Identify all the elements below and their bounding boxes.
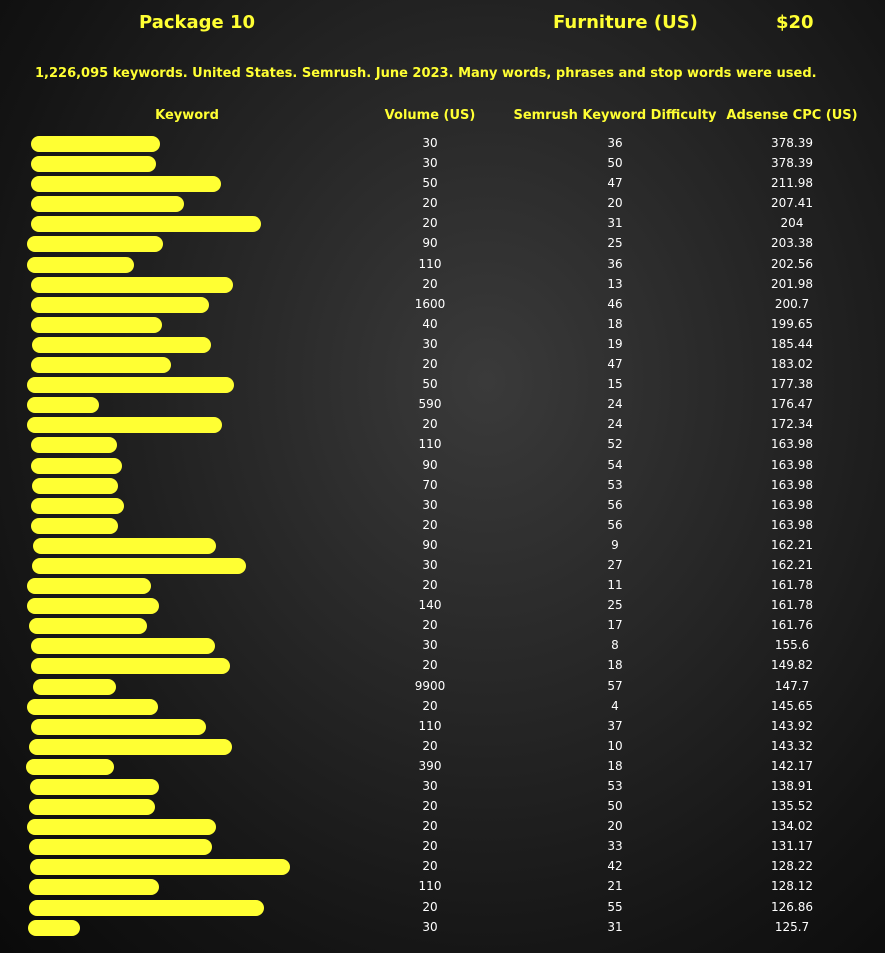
redacted-keyword-bar xyxy=(31,638,215,654)
redacted-keyword-bar xyxy=(27,257,134,273)
column-header-keyword: Keyword xyxy=(155,108,219,123)
volume-cell: 70 xyxy=(422,477,438,492)
cpc-cell: 142.17 xyxy=(771,758,813,773)
redacted-keyword-bar xyxy=(31,518,118,534)
difficulty-cell: 36 xyxy=(607,136,623,150)
redacted-keyword-bar xyxy=(27,699,158,715)
table-row xyxy=(0,836,885,856)
difficulty-cell: 56 xyxy=(607,517,623,532)
redacted-keyword-bar xyxy=(33,538,216,554)
cpc-cell: 183.02 xyxy=(771,357,813,372)
volume-cell: 50 xyxy=(422,377,438,392)
cpc-cell: 161.78 xyxy=(771,598,813,613)
redacted-keyword-bar xyxy=(27,397,99,413)
cpc-cell: 378.39 xyxy=(771,136,813,150)
redacted-keyword-bar xyxy=(27,819,216,835)
column-header-difficulty: Semrush Keyword Difficulty xyxy=(513,108,717,123)
difficulty-cell: 46 xyxy=(607,296,623,311)
table-row xyxy=(0,876,885,896)
volume-cell: 30 xyxy=(422,779,438,793)
cpc-cell: 177.38 xyxy=(771,377,813,392)
cpc-cell: 143.92 xyxy=(771,718,813,733)
volume-cell: 20 xyxy=(422,216,438,231)
table-row xyxy=(0,495,885,515)
cpc-cell: 155.6 xyxy=(774,638,810,653)
column-header-cpc: Adsense CPC (US) xyxy=(726,108,858,123)
cpc-cell: 172.34 xyxy=(771,417,813,432)
volume-cell: 110 xyxy=(418,256,442,271)
volume-cell: 20 xyxy=(422,819,438,834)
table-row xyxy=(0,455,885,475)
cpc-cell: 162.21 xyxy=(771,537,813,552)
header xyxy=(0,12,885,38)
cpc-cell: 161.78 xyxy=(771,578,813,593)
difficulty-cell: 56 xyxy=(607,497,623,512)
difficulty-cell: 31 xyxy=(607,216,623,231)
table-row xyxy=(0,716,885,736)
difficulty-cell: 52 xyxy=(607,437,623,452)
volume-cell: 20 xyxy=(422,517,438,532)
volume-cell: 390 xyxy=(418,758,442,773)
table-row xyxy=(0,776,885,796)
difficulty-cell: 8 xyxy=(611,638,619,653)
table-row xyxy=(0,294,885,314)
redacted-keyword-bar xyxy=(31,458,122,474)
difficulty-cell: 24 xyxy=(607,397,623,412)
volume-cell: 20 xyxy=(422,417,438,432)
redacted-keyword-bar xyxy=(29,900,264,916)
volume-cell: 110 xyxy=(418,437,442,452)
cpc-cell: 200.7 xyxy=(774,296,810,311)
keyword-table xyxy=(0,133,885,937)
table-row xyxy=(0,133,885,153)
volume-cell: 20 xyxy=(422,578,438,593)
cpc-cell: 161.76 xyxy=(771,618,813,633)
difficulty-cell: 50 xyxy=(607,799,623,814)
table-row xyxy=(0,354,885,374)
cpc-cell: 199.65 xyxy=(771,316,813,331)
cpc-cell: 145.65 xyxy=(771,698,813,713)
volume-cell: 30 xyxy=(422,136,438,150)
table-row xyxy=(0,394,885,414)
column-header-volume: Volume (US) xyxy=(384,108,476,123)
redacted-keyword-bar xyxy=(31,176,221,192)
volume-cell: 20 xyxy=(422,839,438,854)
redacted-keyword-bar xyxy=(30,859,290,875)
redacted-keyword-bar xyxy=(30,779,159,795)
difficulty-cell: 47 xyxy=(607,357,623,372)
cpc-cell: 202.56 xyxy=(771,256,813,271)
difficulty-cell: 13 xyxy=(607,276,623,291)
difficulty-cell: 33 xyxy=(607,839,623,854)
volume-cell: 110 xyxy=(418,879,442,894)
redacted-keyword-bar xyxy=(31,297,209,313)
table-row xyxy=(0,254,885,274)
volume-cell: 110 xyxy=(418,718,442,733)
cpc-cell: 203.38 xyxy=(771,236,813,251)
volume-cell: 9900 xyxy=(414,678,446,693)
volume-cell: 20 xyxy=(422,618,438,633)
difficulty-cell: 19 xyxy=(607,336,623,351)
difficulty-cell: 36 xyxy=(607,256,623,271)
cpc-cell: 135.52 xyxy=(771,799,813,814)
difficulty-cell: 53 xyxy=(607,779,623,793)
table-row xyxy=(0,856,885,876)
cpc-cell: 149.82 xyxy=(771,658,813,673)
table-row xyxy=(0,756,885,776)
package-title: Package 10 xyxy=(139,12,256,33)
cpc-cell: 128.12 xyxy=(771,879,813,894)
volume-cell: 140 xyxy=(418,598,442,613)
table-row xyxy=(0,233,885,253)
difficulty-cell: 18 xyxy=(607,658,623,673)
cpc-cell: 185.44 xyxy=(771,336,813,351)
volume-cell: 590 xyxy=(418,397,442,412)
difficulty-cell: 57 xyxy=(607,678,623,693)
redacted-keyword-bar xyxy=(31,658,230,674)
redacted-keyword-bar xyxy=(29,839,212,855)
cpc-cell: 143.32 xyxy=(771,738,813,753)
table-row xyxy=(0,374,885,394)
redacted-keyword-bar xyxy=(31,156,156,172)
cpc-cell: 378.39 xyxy=(771,156,813,171)
cpc-cell: 211.98 xyxy=(771,176,813,191)
redacted-keyword-bar xyxy=(31,498,124,514)
redacted-keyword-bar xyxy=(29,739,232,755)
cpc-cell: 163.98 xyxy=(771,437,813,452)
difficulty-cell: 20 xyxy=(607,196,623,211)
difficulty-cell: 53 xyxy=(607,477,623,492)
table-row xyxy=(0,635,885,655)
volume-cell: 20 xyxy=(422,899,438,914)
volume-cell: 20 xyxy=(422,276,438,291)
redacted-keyword-bar xyxy=(32,337,211,353)
difficulty-cell: 54 xyxy=(607,457,623,472)
volume-cell: 30 xyxy=(422,919,438,934)
difficulty-cell: 20 xyxy=(607,819,623,834)
table-row xyxy=(0,655,885,675)
table-row xyxy=(0,213,885,233)
redacted-keyword-bar xyxy=(27,417,222,433)
table-row xyxy=(0,595,885,615)
cpc-cell: 125.7 xyxy=(774,919,810,934)
volume-cell: 90 xyxy=(422,537,438,552)
volume-cell: 20 xyxy=(422,357,438,372)
redacted-keyword-bar xyxy=(27,578,151,594)
table-row xyxy=(0,153,885,173)
redacted-keyword-bar xyxy=(27,377,234,393)
table-row xyxy=(0,193,885,213)
table-row xyxy=(0,816,885,836)
difficulty-cell: 37 xyxy=(607,718,623,733)
volume-cell: 20 xyxy=(422,698,438,713)
cpc-cell: 134.02 xyxy=(771,819,813,834)
redacted-keyword-bar xyxy=(31,357,171,373)
redacted-keyword-bar xyxy=(31,719,206,735)
cpc-cell: 138.91 xyxy=(771,779,813,793)
volume-cell: 20 xyxy=(422,799,438,814)
redacted-keyword-bar xyxy=(28,920,80,936)
redacted-keyword-bar xyxy=(32,558,246,574)
table-row xyxy=(0,696,885,716)
volume-cell: 30 xyxy=(422,156,438,171)
difficulty-cell: 24 xyxy=(607,417,623,432)
difficulty-cell: 31 xyxy=(607,919,623,934)
volume-cell: 30 xyxy=(422,557,438,572)
volume-cell: 90 xyxy=(422,457,438,472)
table-row xyxy=(0,615,885,635)
table-row xyxy=(0,897,885,917)
redacted-keyword-bar xyxy=(31,196,184,212)
redacted-keyword-bar xyxy=(32,478,118,494)
difficulty-cell: 47 xyxy=(607,176,623,191)
table-row xyxy=(0,917,885,937)
table-row xyxy=(0,535,885,555)
redacted-keyword-bar xyxy=(29,618,147,634)
difficulty-cell: 4 xyxy=(611,698,619,713)
cpc-cell: 163.98 xyxy=(771,457,813,472)
cpc-cell: 128.22 xyxy=(771,859,813,874)
redacted-keyword-bar xyxy=(27,598,159,614)
price-label: $20 xyxy=(776,12,814,33)
redacted-keyword-bar xyxy=(31,136,160,152)
difficulty-cell: 21 xyxy=(607,879,623,894)
volume-cell: 30 xyxy=(422,336,438,351)
table-row xyxy=(0,414,885,434)
cpc-cell: 163.98 xyxy=(771,477,813,492)
cpc-cell: 126.86 xyxy=(771,899,813,914)
cpc-cell: 162.21 xyxy=(771,557,813,572)
difficulty-cell: 55 xyxy=(607,899,623,914)
table-row xyxy=(0,676,885,696)
redacted-keyword-bar xyxy=(27,236,163,252)
table-row xyxy=(0,274,885,294)
redacted-keyword-bar xyxy=(31,317,162,333)
volume-cell: 30 xyxy=(422,497,438,512)
table-row xyxy=(0,515,885,535)
redacted-keyword-bar xyxy=(31,216,261,232)
cpc-cell: 176.47 xyxy=(771,397,813,412)
difficulty-cell: 42 xyxy=(607,859,623,874)
difficulty-cell: 17 xyxy=(607,618,623,633)
volume-cell: 20 xyxy=(422,738,438,753)
volume-cell: 20 xyxy=(422,658,438,673)
difficulty-cell: 18 xyxy=(607,316,623,331)
cpc-cell: 201.98 xyxy=(771,276,813,291)
redacted-keyword-bar xyxy=(29,799,155,815)
difficulty-cell: 9 xyxy=(611,537,619,552)
difficulty-cell: 27 xyxy=(607,557,623,572)
difficulty-cell: 25 xyxy=(607,598,623,613)
redacted-keyword-bar xyxy=(29,879,159,895)
redacted-keyword-bar xyxy=(26,759,114,775)
cpc-cell: 163.98 xyxy=(771,517,813,532)
volume-cell: 20 xyxy=(422,859,438,874)
redacted-keyword-bar xyxy=(31,277,233,293)
table-row xyxy=(0,736,885,756)
table-row xyxy=(0,173,885,193)
table-row xyxy=(0,314,885,334)
volume-cell: 20 xyxy=(422,196,438,211)
difficulty-cell: 50 xyxy=(607,156,623,171)
cpc-cell: 163.98 xyxy=(771,497,813,512)
subtitle: 1,226,095 keywords. United States. Semrush. June 2023. Many words, phrases and stop words were used. xyxy=(35,66,817,81)
difficulty-cell: 15 xyxy=(607,377,623,392)
volume-cell: 30 xyxy=(422,638,438,653)
table-row xyxy=(0,434,885,454)
redacted-keyword-bar xyxy=(31,437,117,453)
table-row xyxy=(0,796,885,816)
volume-cell: 1600 xyxy=(414,296,446,311)
table-row xyxy=(0,575,885,595)
cpc-cell: 147.7 xyxy=(774,678,810,693)
volume-cell: 90 xyxy=(422,236,438,251)
difficulty-cell: 10 xyxy=(607,738,623,753)
volume-cell: 40 xyxy=(422,316,438,331)
difficulty-cell: 25 xyxy=(607,236,623,251)
cpc-cell: 204 xyxy=(780,216,804,231)
volume-cell: 50 xyxy=(422,176,438,191)
cpc-cell: 207.41 xyxy=(771,196,813,211)
table-row xyxy=(0,475,885,495)
table-row xyxy=(0,334,885,354)
difficulty-cell: 18 xyxy=(607,758,623,773)
redacted-keyword-bar xyxy=(33,679,116,695)
category-title: Furniture (US) xyxy=(553,12,698,33)
table-row xyxy=(0,555,885,575)
difficulty-cell: 11 xyxy=(607,578,623,593)
cpc-cell: 131.17 xyxy=(771,839,813,854)
